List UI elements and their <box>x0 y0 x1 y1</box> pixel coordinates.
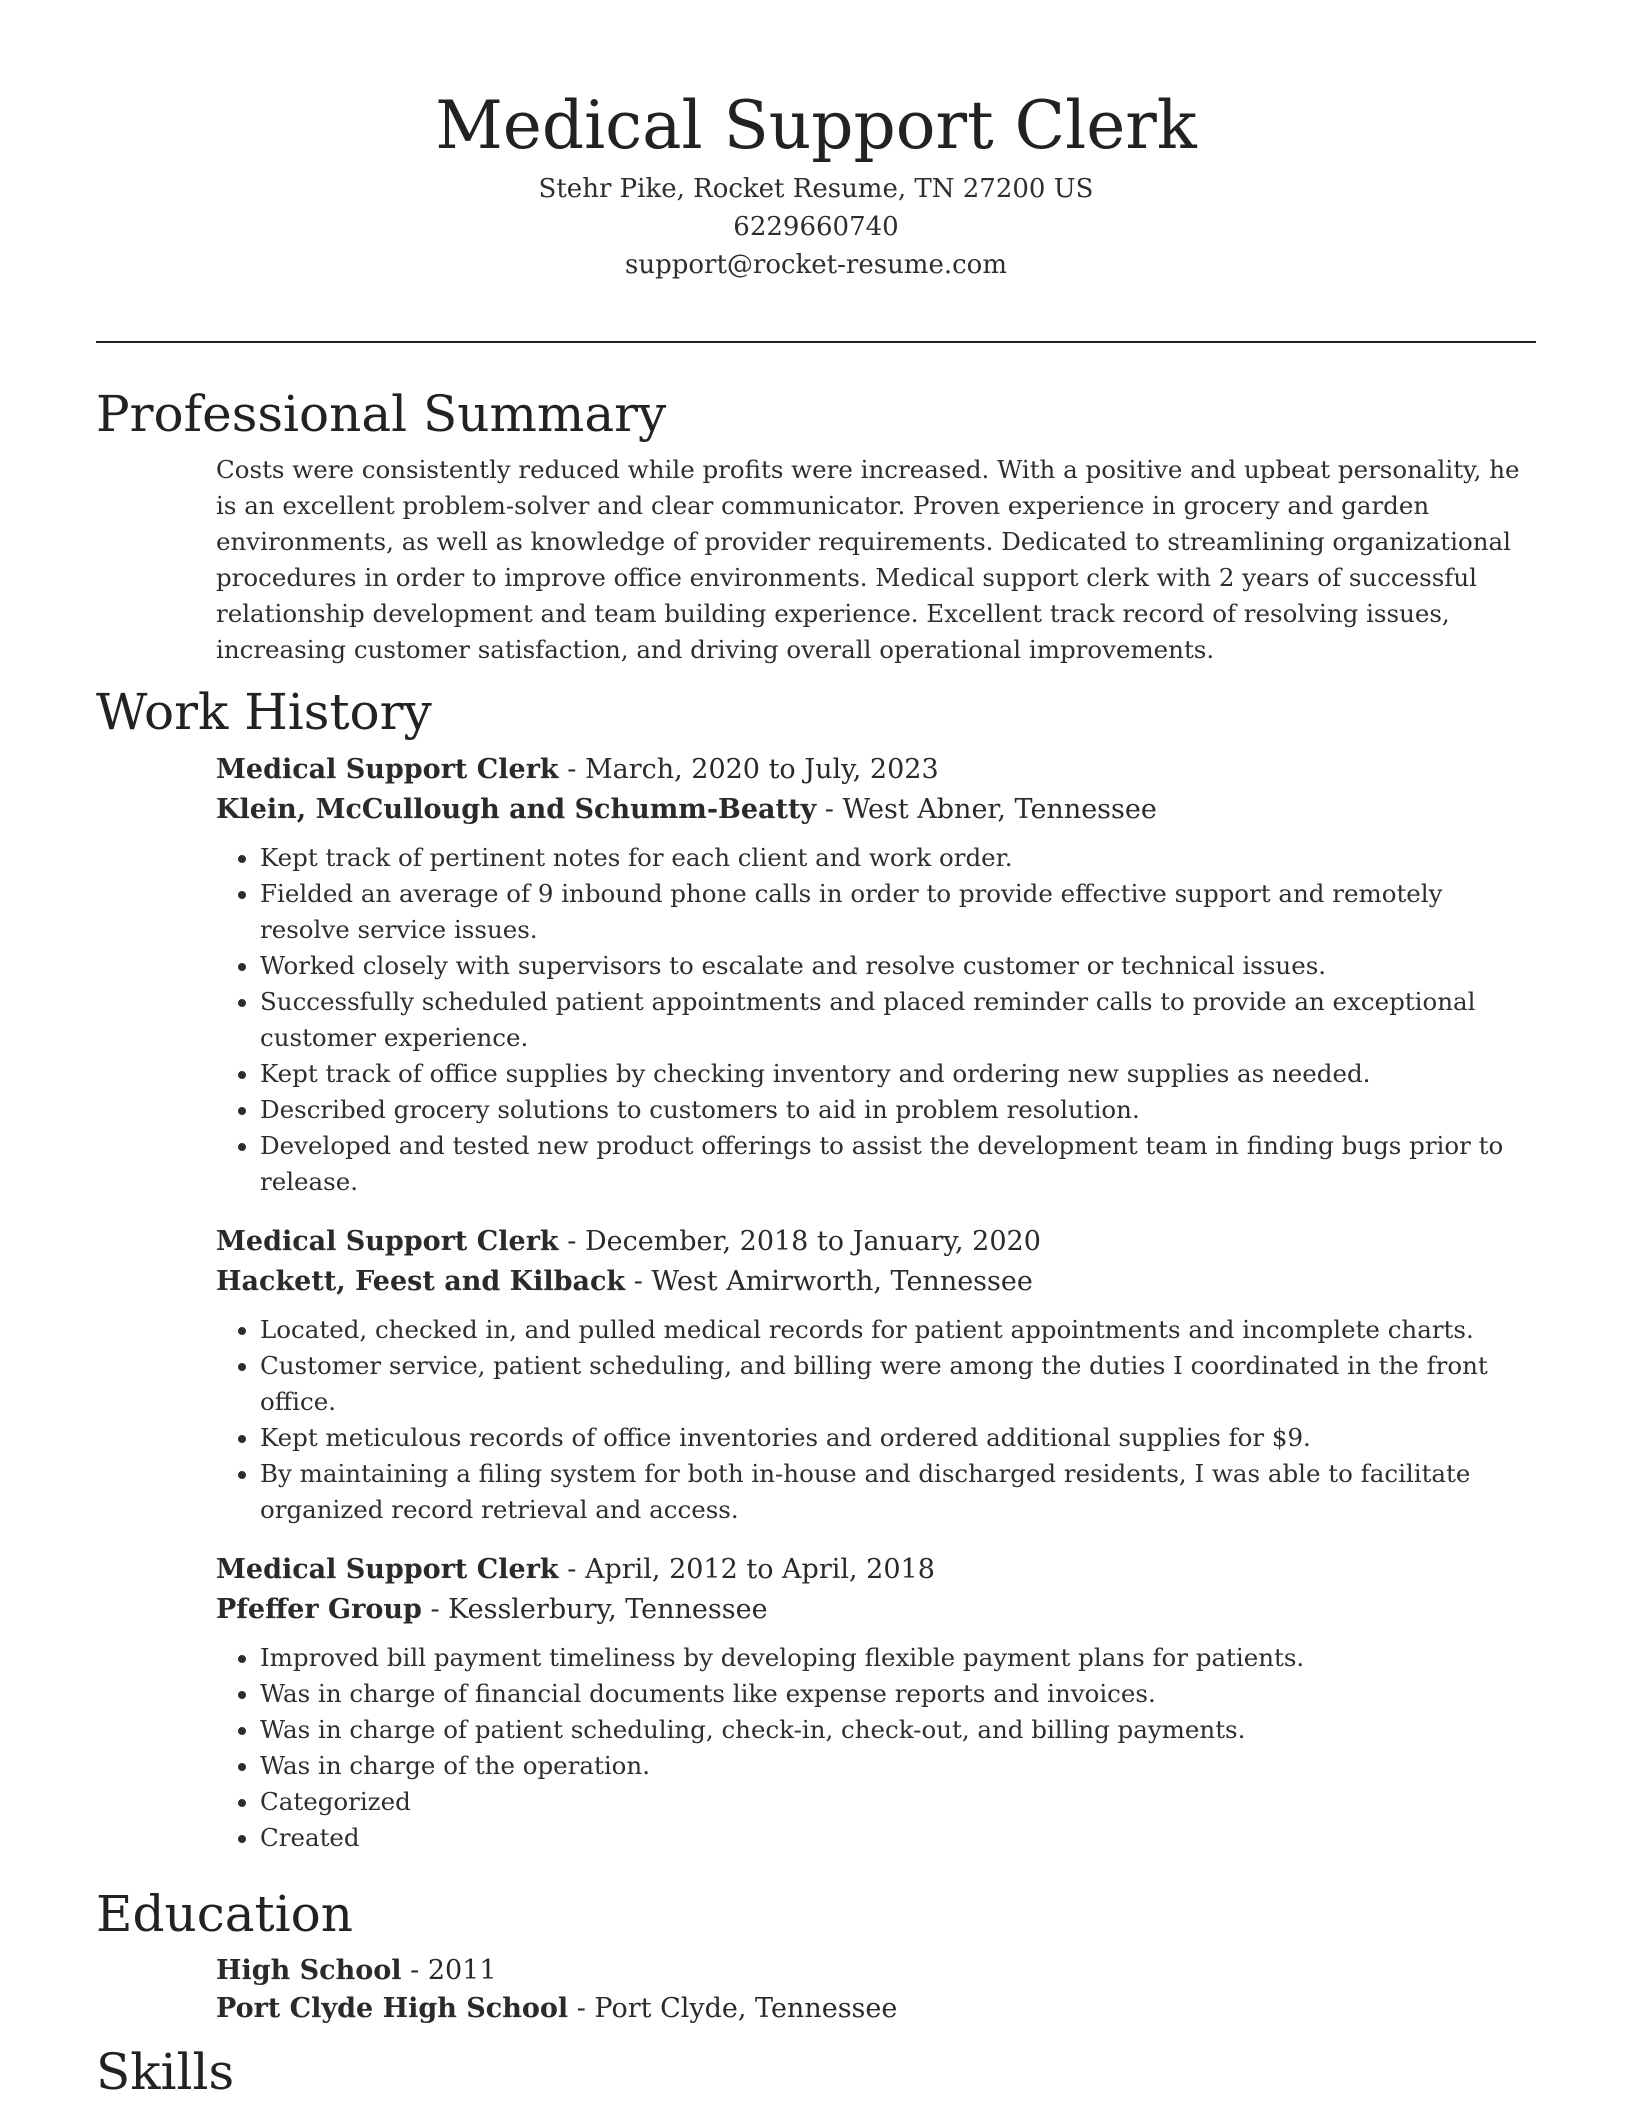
job-bullet: • Improved bill payment timeliness by developing flexible payment plans for patients. <box>260 1640 1536 1676</box>
summary-text: Costs were consistently reduced while profits were increased. With a positive and upbeat personality, he is an excellent problem-solver and clear communicator. Proven experience in grocery and garden environments, as well as knowledge of provider requirements. Dedicated to streamlining organizational procedures in order to improve office environments. Medical support clerk with 2 years of successful relationship development and team building experience. Excellent track record of resolving issues, increasing customer satisfaction, and driving overall operational improvements. <box>216 455 1520 664</box>
job-bullet: • Described grocery solutions to customers to aid in problem resolution. <box>260 1092 1536 1128</box>
job-dates: - December, 2018 to January, 2020 <box>558 1226 1041 1257</box>
job-company: Pfeffer Group <box>216 1594 422 1625</box>
job-dates: - April, 2012 to April, 2018 <box>558 1554 935 1585</box>
job-title-line <box>216 1550 1536 1590</box>
work-history-heading: Work History <box>96 683 432 741</box>
job-title-line <box>216 1222 1536 1262</box>
job-location: - West Amirworth, Tennessee <box>625 1266 1033 1297</box>
job-bullet: • Created <box>260 1820 1536 1856</box>
job-entry <box>216 750 1536 1200</box>
job-bullet: • Customer service, patient scheduling, and billing were among the duties I coordinated in the front office. <box>260 1348 1536 1420</box>
education-location: - Port Clyde, Tennessee <box>568 1993 898 2024</box>
job-company-line <box>216 1262 1536 1302</box>
education-school-line <box>216 1990 1536 2028</box>
education-year: - 2011 <box>401 1955 497 1986</box>
candidate-title: Medical Support Clerk <box>435 87 1197 164</box>
resume-header <box>96 82 1536 284</box>
job-bullet: • Was in charge of the operation. <box>260 1748 1536 1784</box>
job-role: Medical Support Clerk <box>216 1554 559 1585</box>
job-role: Medical Support Clerk <box>216 1226 559 1257</box>
resume-content <box>96 370 1536 2110</box>
job-bullet: • Kept track of office supplies by checking inventory and ordering new supplies as needed. <box>260 1056 1536 1092</box>
job-company: Klein, McCullough and Schumm-Beatty <box>216 794 817 825</box>
job-bullet: • Kept track of pertinent notes for each client and work order. <box>260 840 1536 876</box>
summary-section <box>216 452 1536 668</box>
contact-phone: 6229660740 <box>733 212 899 242</box>
job-location: - West Abner, Tennessee <box>816 794 1157 825</box>
header-divider <box>96 341 1536 343</box>
job-bullet: • Categorized <box>260 1784 1536 1820</box>
education-school: Port Clyde High School <box>216 1993 569 2024</box>
education-heading: Education <box>96 1885 353 1943</box>
job-location: - Kesslerbury, Tennessee <box>421 1594 768 1625</box>
work-history-section <box>216 750 1536 1856</box>
education-section <box>216 1952 1536 2028</box>
job-bullet: • Located, checked in, and pulled medical records for patient appointments and incomplete charts. <box>260 1312 1536 1348</box>
job-bullets <box>216 1640 1536 1856</box>
job-entry <box>216 1550 1536 1856</box>
education-degree: High School <box>216 1955 402 1986</box>
job-bullets <box>216 1312 1536 1528</box>
job-bullet: • By maintaining a filing system for both in-house and discharged residents, I was able to facilitate organized record retrieval and access. <box>260 1456 1536 1528</box>
job-bullet: • Developed and tested new product offerings to assist the development team in finding bugs prior to release. <box>260 1128 1536 1200</box>
job-bullet: • Kept meticulous records of office inventories and ordered additional supplies for $9. <box>260 1420 1536 1456</box>
job-bullet: • Successfully scheduled patient appointments and placed reminder calls to provide an exceptional customer experience. <box>260 984 1536 1056</box>
job-company-line <box>216 1590 1536 1630</box>
job-bullets <box>216 840 1536 1200</box>
job-company: Hackett, Feest and Kilback <box>216 1266 626 1297</box>
summary-heading: Professional Summary <box>96 385 667 443</box>
contact-email: support@rocket-resume.com <box>624 250 1007 280</box>
job-company-line <box>216 790 1536 830</box>
job-bullet: • Worked closely with supervisors to escalate and resolve customer or technical issues. <box>260 948 1536 984</box>
contact-address: Stehr Pike, Rocket Resume, TN 27200 US <box>538 174 1094 204</box>
job-role: Medical Support Clerk <box>216 754 559 785</box>
job-dates: - March, 2020 to July, 2023 <box>558 754 939 785</box>
job-title-line <box>216 750 1536 790</box>
education-degree-line <box>216 1952 1536 1990</box>
skills-heading: Skills <box>96 2043 235 2101</box>
job-bullet: • Was in charge of patient scheduling, check-in, check-out, and billing payments. <box>260 1712 1536 1748</box>
job-entry <box>216 1222 1536 1528</box>
job-bullet: • Was in charge of financial documents like expense reports and invoices. <box>260 1676 1536 1712</box>
job-bullet: • Fielded an average of 9 inbound phone calls in order to provide effective support and remotely resolve service issues. <box>260 876 1536 948</box>
